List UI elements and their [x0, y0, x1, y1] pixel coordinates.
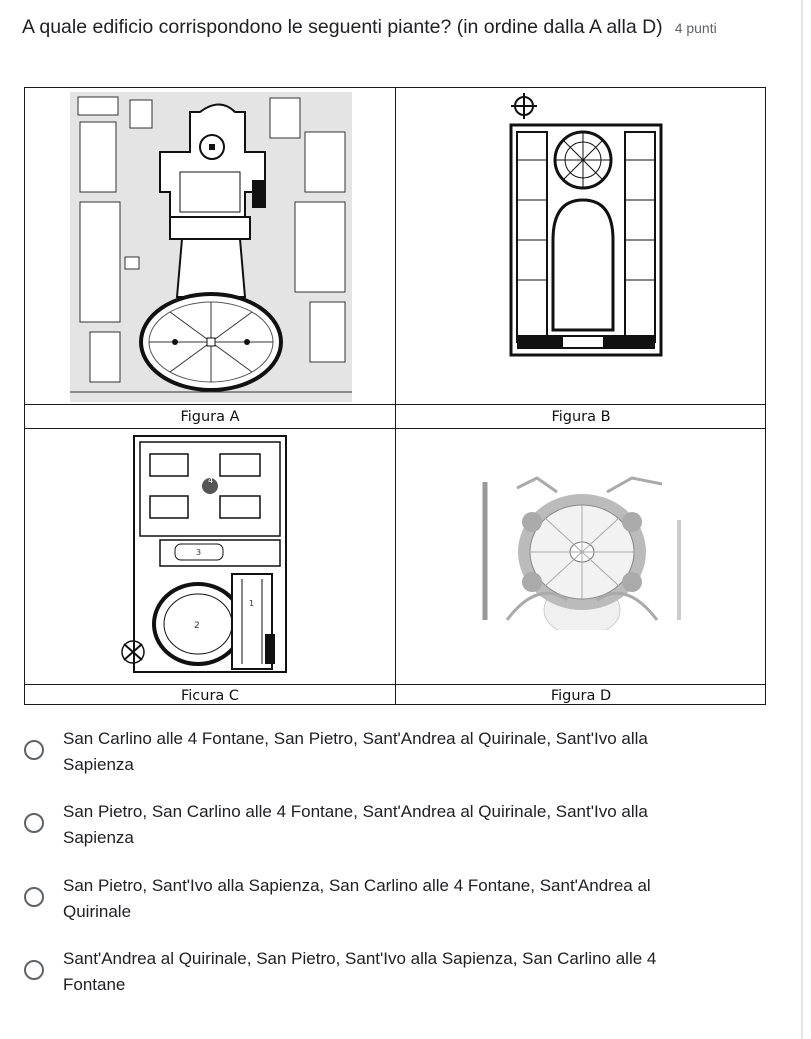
radio-button[interactable]	[24, 813, 44, 833]
question-title: A quale edificio corrispondono le seguenti piante? (in ordine dalla A alla D)	[22, 16, 663, 38]
figure-table	[24, 87, 766, 705]
answer-option[interactable]	[20, 726, 750, 778]
option-label: San Pietro, San Carlino alle 4 Fontane, Sant'Andrea al Quirinale, Sant'Ivo alla Sapienza	[63, 802, 648, 847]
figure-c-label: 3	[196, 548, 202, 557]
figure-c-label: 4	[208, 476, 214, 485]
figure-c-label: 2	[194, 621, 200, 631]
radio-button[interactable]	[24, 740, 44, 760]
points-label: 4 punti	[674, 20, 717, 36]
option-label: San Carlino alle 4 Fontane, San Pietro, Sant'Andrea al Quirinale, Sant'Ivo alla Sapienza	[63, 729, 648, 774]
figure-c-caption: Ficura C	[180, 688, 240, 704]
scrollbar-track	[801, 0, 803, 1039]
figure-d-caption: Figura D	[550, 688, 612, 704]
table-divider	[25, 404, 765, 405]
radio-button[interactable]	[24, 887, 44, 907]
question-header	[22, 16, 782, 39]
table-divider	[25, 428, 765, 429]
figure-b-plan	[503, 90, 663, 365]
figure-a-plan	[70, 92, 352, 402]
table-divider	[395, 88, 396, 704]
figure-d-plan	[477, 470, 687, 630]
figure-c-label: 1	[249, 599, 255, 608]
figure-a-caption: Figura A	[180, 409, 240, 425]
option-label: Sant'Andrea al Quirinale, San Pietro, Sant'Ivo alla Sapienza, San Carlino alle 4 Fontane	[63, 949, 657, 994]
answer-option[interactable]	[20, 946, 750, 998]
figure-b-caption: Figura B	[551, 409, 611, 425]
option-label: San Pietro, Sant'Ivo alla Sapienza, San Carlino alle 4 Fontane, Sant'Andrea al Quirinale	[63, 876, 651, 921]
radio-button[interactable]	[24, 960, 44, 980]
answer-option[interactable]	[20, 873, 750, 925]
answer-option[interactable]	[20, 799, 750, 851]
figure-c-plan	[120, 434, 295, 674]
